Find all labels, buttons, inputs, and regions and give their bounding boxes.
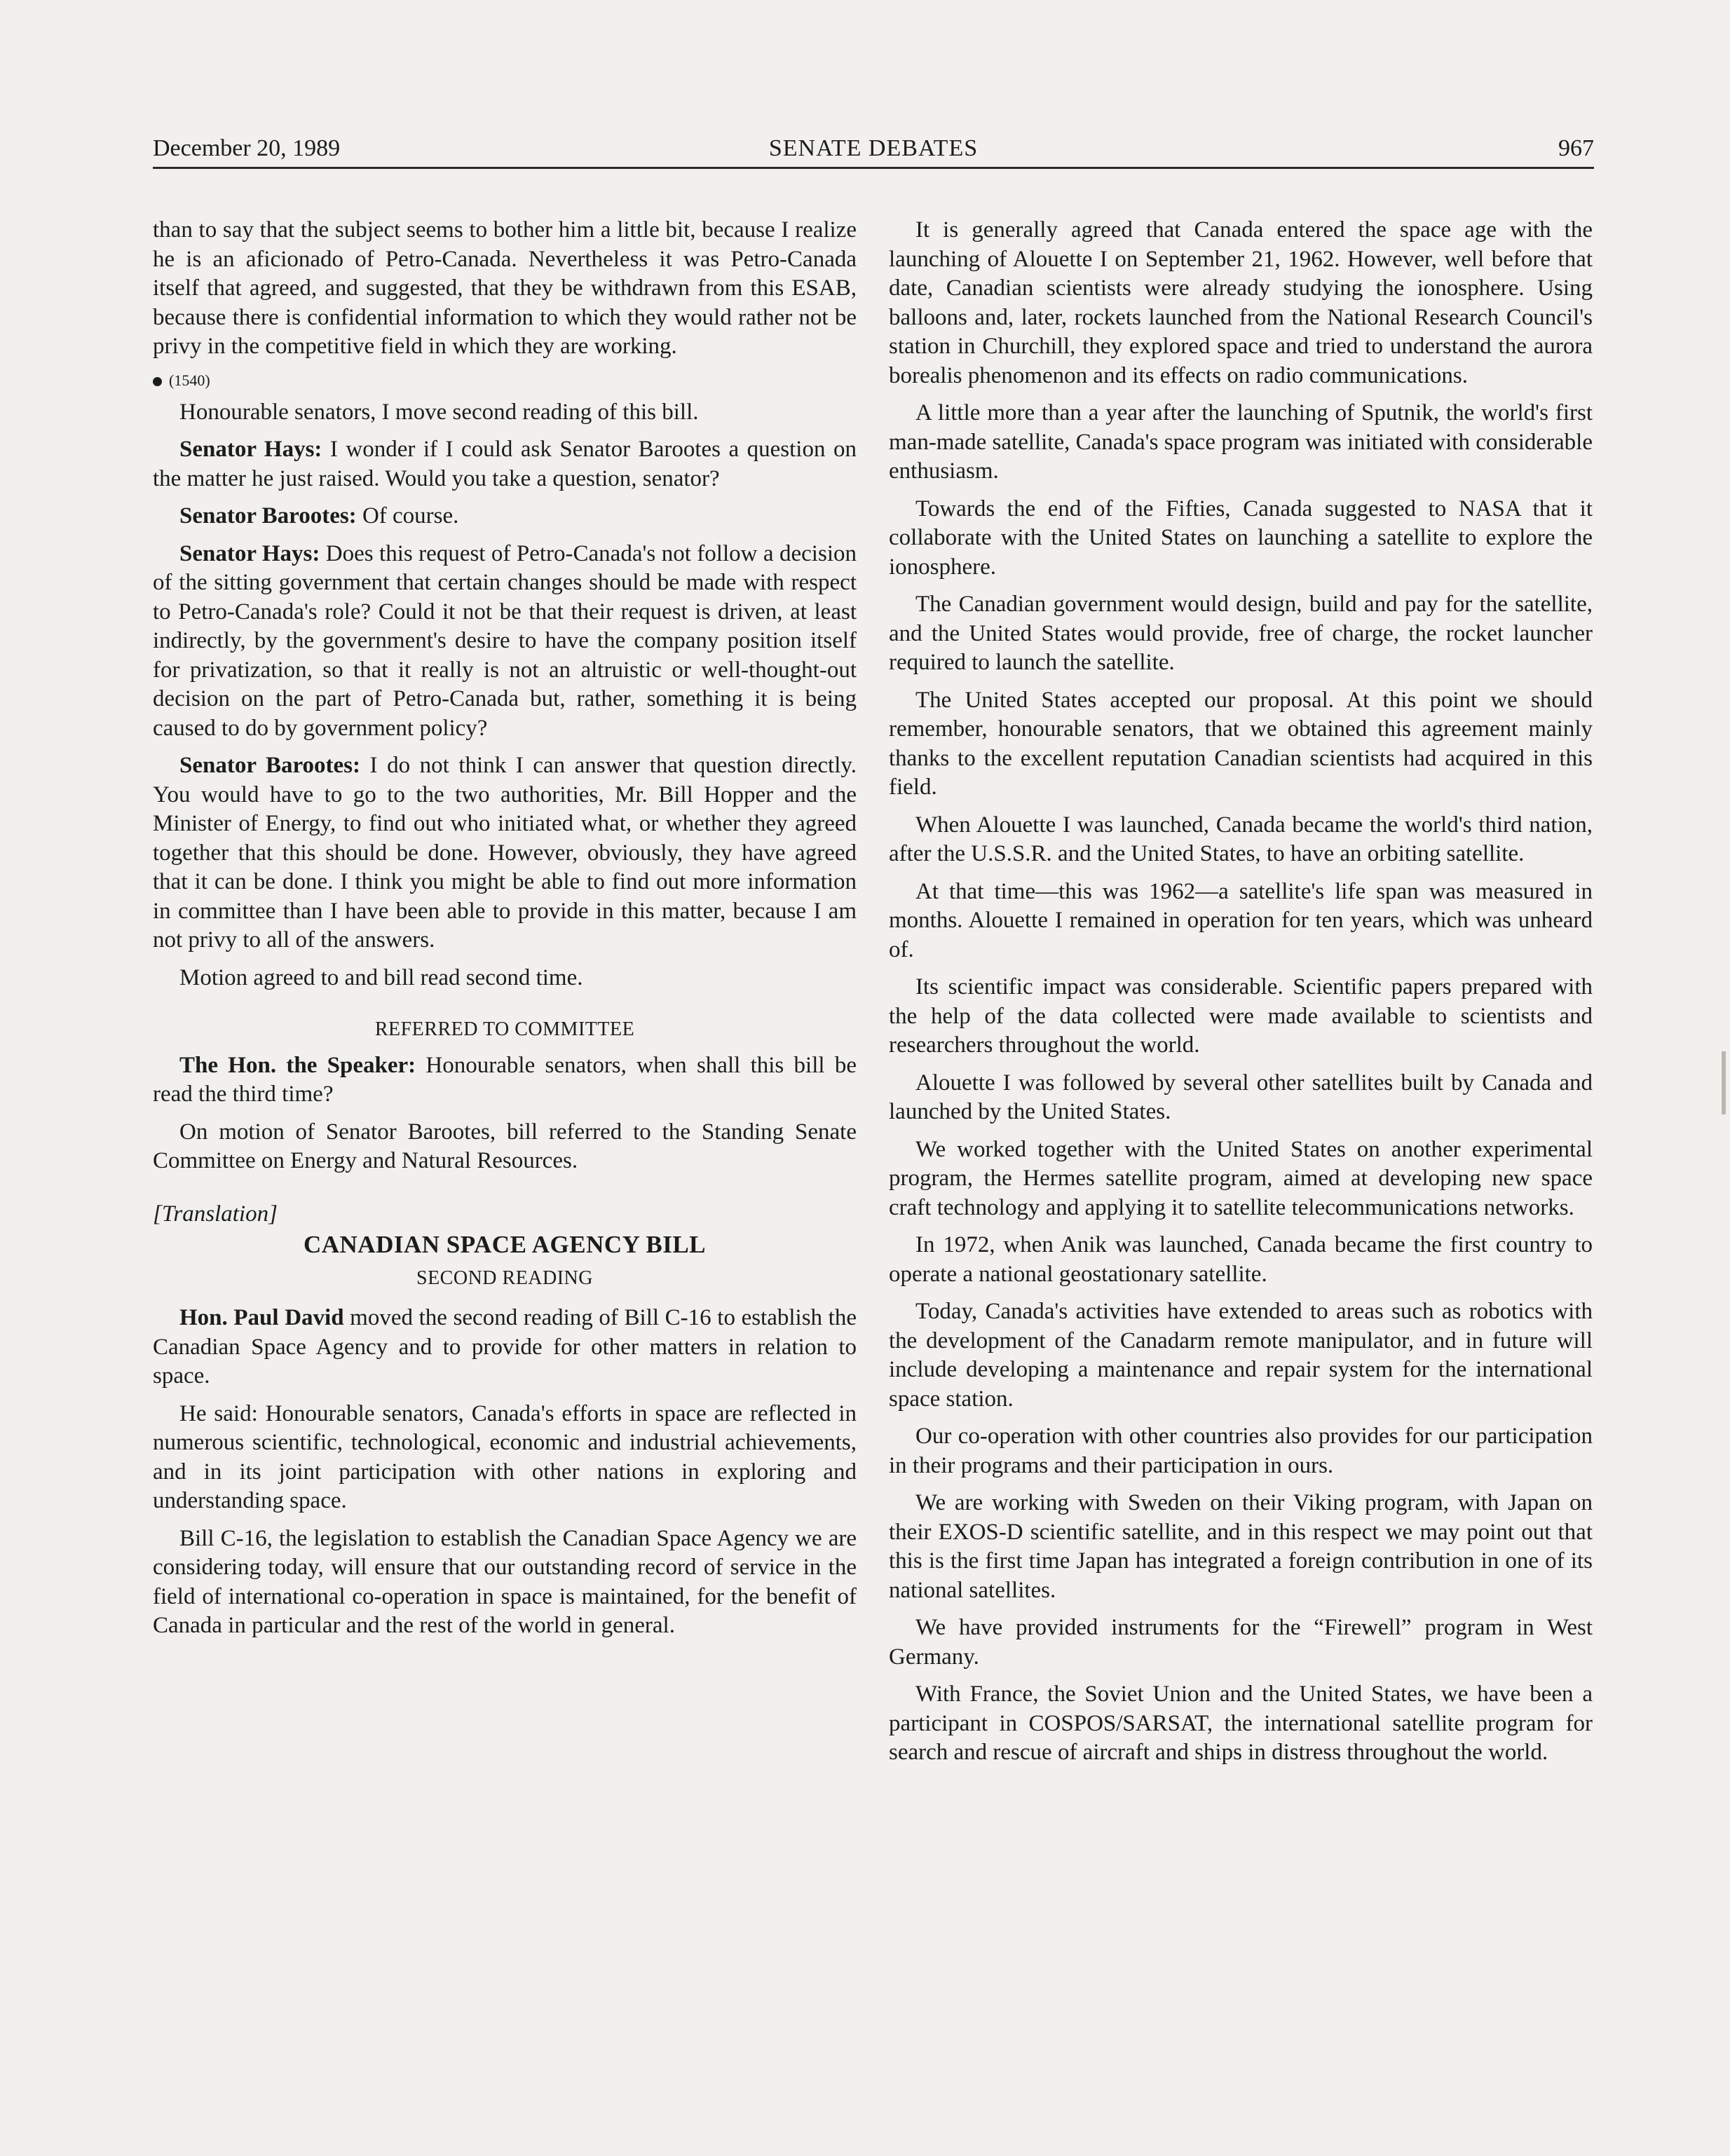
header-page-number: 967 bbox=[1558, 135, 1594, 161]
time-marker bbox=[153, 370, 857, 391]
header-rule bbox=[153, 167, 1594, 169]
paragraph: Our co-operation with other countries also provides for our participation in their programs and their participation in ours. bbox=[889, 1424, 1593, 1478]
bill-title: CANADIAN SPACE AGENCY BILL bbox=[303, 1231, 707, 1258]
paragraph: In 1972, when Anik was launched, Canada became the first country to operate a national geostationary satellite. bbox=[889, 1232, 1593, 1287]
paragraph: On motion of Senator Barootes, bill referred to the Standing Senate Committee on Energy and Natural Resources. bbox=[153, 1119, 857, 1173]
paragraph: The Canadian government would design, build and pay for the satellite, and the United States would provide, free of charge, the rocket launcher required to launch the satellite. bbox=[889, 592, 1593, 675]
paragraph: Bill C-16, the legislation to establish the Canadian Space Agency we are considering today, will ensure that our outstanding record of service in the field of international co-operation in space is maintained, for the benefit of Canada in particular and the rest of the world in general. bbox=[153, 1525, 857, 1638]
paragraph: He said: Honourable senators, Canada's efforts in space are reflected in numerous scientific, technological, economic and industrial achievements, and in its joint participation with other nations in exploring and understanding space. bbox=[153, 1400, 857, 1513]
speech-text: I wonder if I could ask Senator Barootes a question on the matter he just raised. Would you take a question, senator? bbox=[153, 437, 857, 491]
paragraph: Its scientific impact was considerable. Scientific papers prepared with the help of the data collected were made available to scientists and researchers throughout the world. bbox=[889, 974, 1593, 1058]
paragraph: The United States accepted our proposal. At this point we should remember, honourable senators, that we obtained this agreement mainly thanks to the excellent reputation Canadian scientists had acquired in this field. bbox=[889, 687, 1593, 800]
speaker-name: Hon. Paul David bbox=[179, 1305, 344, 1330]
paragraph: With France, the Soviet Union and the United States, we have been a participant in COSPOS/SARSAT, the international satellite program for search and rescue of aircraft and ships in distress throughout the world. bbox=[889, 1681, 1593, 1765]
paragraph bbox=[153, 1051, 857, 1110]
bullet-icon bbox=[153, 377, 162, 386]
speech-text: I do not think I can answer that question directly. You would have to go to the two authorities, Mr. Bill Hopper and the Minister of Energy, to find out who initiated what, or whether they agreed together that this should be done. However, obviously, they have agreed that it can be done. I think you might be able to find out more information in committee than I have been able to provide in this matter, because I am not privy to all of the answers. bbox=[153, 753, 857, 953]
paragraph: Today, Canada's activities have extended to areas such as robotics with the development of the Canadarm remote manipulator, and in future will include developing a maintenance and repair system for the international space station. bbox=[889, 1299, 1593, 1412]
paragraph: It is generally agreed that Canada entered the space age with the launching of Alouette I on September 21, 1962. However, well before that date, Canadian scientists were already studying the ionosphere. Using balloons and, later, rockets launched from the National Research Council's station in Churchill, they explored space and tried to understand the aurora borealis phenomenon and its effects on radio communications. bbox=[889, 217, 1593, 388]
speech-text: Honourable senators, when shall this bill be read the third time? bbox=[153, 1052, 857, 1107]
speech-text: Of course. bbox=[356, 503, 459, 528]
paragraph bbox=[153, 751, 857, 955]
paragraph bbox=[153, 502, 857, 531]
paragraph bbox=[153, 1304, 857, 1391]
paragraph: A little more than a year after the launching of Sputnik, the world's first man-made satellite, Canada's space program was initiated with considerable enthusiasm. bbox=[889, 400, 1593, 484]
paragraph: When Alouette I was launched, Canada became the world's third nation, after the U.S.S.R. and the United States, to have an orbiting satellite. bbox=[889, 812, 1593, 866]
section-subheading: SECOND READING bbox=[416, 1267, 593, 1289]
scan-edge-mark bbox=[1722, 1051, 1726, 1114]
paragraph: We are working with Sweden on their Viking program, with Japan on their EXOS-D scientific satellite, and in this respect we may point out that this is the first time Japan has integrated a foreign contribution in one of its national satellites. bbox=[889, 1490, 1593, 1603]
paragraph: Towards the end of the Fifties, Canada suggested to NASA that it collaborate with the United States on launching a satellite to explore the ionosphere. bbox=[889, 496, 1593, 580]
paragraph bbox=[153, 435, 857, 493]
paragraph: We worked together with the United States on another experimental program, the Hermes satellite program, aimed at developing new space craft technology and applying it to satellite telecommunications networks. bbox=[889, 1136, 1593, 1220]
header-date: December 20, 1989 bbox=[153, 135, 341, 161]
paragraph bbox=[153, 540, 857, 744]
time-marker-text: (1540) bbox=[169, 371, 210, 389]
speaker-name: Senator Hays: bbox=[179, 540, 320, 566]
translation-note: [Translation] bbox=[153, 1201, 278, 1227]
paragraph: Honourable senators, I move second reading of this bill. bbox=[179, 399, 699, 425]
speech-text: moved the second reading of Bill C-16 to establish the Canadian Space Agency and to provide for other matters in relation to space. bbox=[153, 1305, 857, 1389]
left-column bbox=[153, 216, 857, 1649]
paragraph: We have provided instruments for the “Firewell” program in West Germany. bbox=[889, 1615, 1593, 1670]
right-column bbox=[889, 216, 1593, 1776]
paragraph: At that time—this was 1962—a satellite's life span was measured in months. Alouette I remained in operation for ten years, which was unheard of. bbox=[889, 878, 1593, 962]
paragraph: Motion agreed to and bill read second time. bbox=[179, 964, 583, 990]
speaker-name: Senator Hays: bbox=[179, 437, 322, 462]
paragraph: Alouette I was followed by several other satellites built by Canada and launched by the United States. bbox=[889, 1070, 1593, 1124]
page-header bbox=[153, 130, 1594, 167]
section-subheading: REFERRED TO COMMITTEE bbox=[374, 1018, 635, 1040]
header-title: SENATE DEBATES bbox=[768, 135, 979, 161]
speaker-name: Senator Barootes: bbox=[179, 753, 360, 778]
speaker-name: Senator Barootes: bbox=[179, 503, 357, 528]
speaker-name: The Hon. the Speaker: bbox=[179, 1052, 416, 1078]
speech-text: Does this request of Petro-Canada's not follow a decision of the sitting government that certain changes should be made with respect to Petro-Canada's role? Could it not be that their request is driven, at least indirectly, by the government's desire to have the company position itself for privatization, so that it really is not an altruistic or well-thought-out decision on the part of Petro-Canada but, rather, something it is being caused to do by government policy? bbox=[153, 540, 857, 741]
paragraph: than to say that the subject seems to bother him a little bit, because I realize he is an aficionado of Petro-Canada. Nevertheless it was Petro-Canada itself that agreed, and suggested, that they be withdrawn from this ESAB, because there is confidential information to which they would rather not be privy in the competitive field in which they are working. bbox=[153, 217, 857, 359]
